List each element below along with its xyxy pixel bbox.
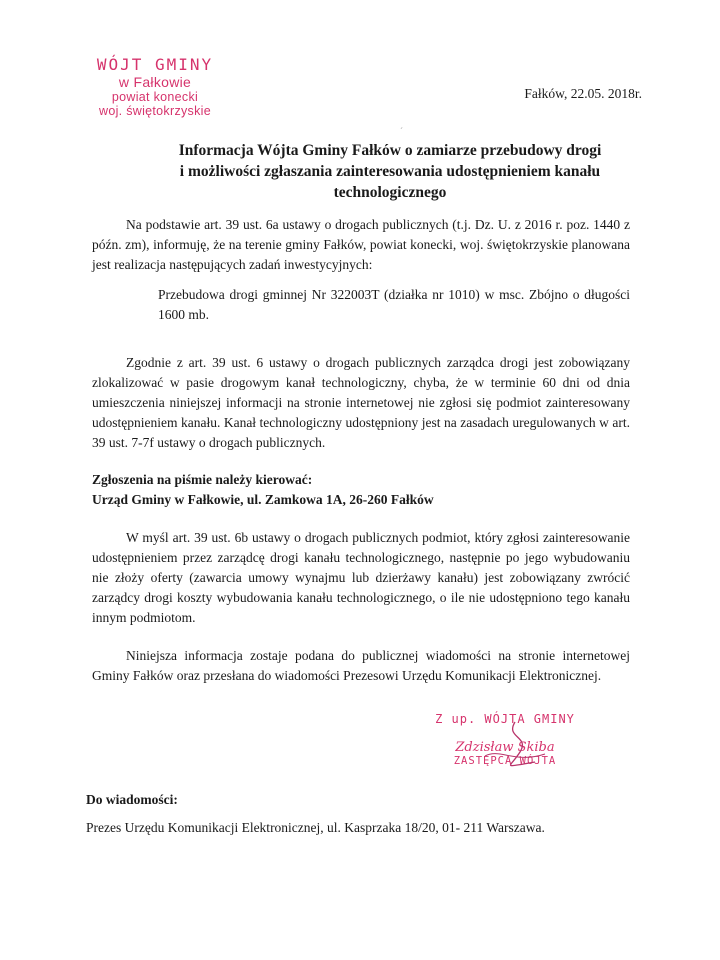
- scan-mark: ˊ: [400, 126, 403, 136]
- stamp-line-3: woj. świętokrzyskie: [99, 104, 211, 118]
- office-stamp: [60, 56, 250, 118]
- submission-address-block: [92, 470, 630, 510]
- document-title: [100, 140, 680, 203]
- document-date: Fałków, 22.05. 2018r.: [524, 86, 642, 101]
- distribution-heading: Do wiadomości:: [86, 792, 178, 807]
- stamp-line-1: w Fałkowie: [118, 74, 192, 90]
- title-line-2: i możliwości zgłaszania zainteresowania udostępnieniem kanału: [179, 163, 601, 180]
- signature-authority: Z up. WÓJTA GMINY: [435, 712, 575, 726]
- stamp-title: WÓJT GMINY: [96, 55, 214, 74]
- distribution-list: [86, 790, 545, 838]
- paragraph-legal-basis: Na podstawie art. 39 ust. 6a ustawy o drogach publicznych (t.j. Dz. U. z 2016 r. poz. 1440 z późn. zm), informuję, że na terenie gminy Fałków, powiat konecki, woj. świętokrzyskie planowana jest realizacja następujących zadań inwestycyjnych:: [92, 217, 630, 272]
- signatory-role: ZASTĘPCA WÓJTA: [453, 755, 557, 767]
- signature-scribble: [445, 718, 565, 778]
- stamp-line-2: powiat konecki: [111, 90, 199, 104]
- paragraph-investment-task: Przebudowa drogi gminnej Nr 322003T (działka nr 1010) w msc. Zbójno o długości 1600 mb.: [158, 287, 630, 322]
- paragraph-obligation: Zgodnie z art. 39 ust. 6 ustawy o drogach publicznych zarządca drogi jest zobowiązany zlokalizować w pasie drogowym kanał technologiczny, chyba, że w terminie 60 dni od dnia umieszczenia niniejszej informacji na stronie internetowej nie zgłosi się podmiot zainteresowany udostępnieniem kanału. Kanał technologiczny udostępniony jest na zasadach uregulowanych w art. 39 ust. 7-7f ustawy o drogach publicznych.: [92, 355, 630, 450]
- title-line-3: technologicznego: [333, 184, 447, 201]
- title-line-1: Informacja Wójta Gminy Fałków o zamiarze przebudowy drogi: [178, 142, 602, 159]
- submission-heading: Zgłoszenia na piśmie należy kierować:: [92, 472, 313, 487]
- signature-stamp: [405, 712, 605, 767]
- submission-address: Urząd Gminy w Fałkowie, ul. Zamkowa 1A, 26-260 Fałków: [92, 492, 434, 507]
- distribution-recipient: Prezes Urzędu Komunikacji Elektronicznej, ul. Kasprzaka 18/20, 01- 211 Warszawa.: [86, 820, 545, 835]
- paragraph-publication: Niniejsza informacja zostaje podana do publicznej wiadomości na stronie internetowej Gminy Fałków oraz przesłana do wiadomości Prezesowi Urzędu Komunikacji Elektronicznej.: [92, 648, 630, 683]
- paragraph-cost-obligation: W myśl art. 39 ust. 6b ustawy o drogach publicznych podmiot, który zgłosi zainteresowanie udostępnieniem przez zarządcę drogi kanału technologicznego, następnie po jego wybudowaniu nie złoży oferty (zawarcia umowy wynajmu lub dzierżawy kanału) jest zobowiązany zwrócić zarządcy drogi koszty wybudowania kanału technologicznego, o ile nie udostępniono tego kanału innym podmiotom.: [92, 530, 630, 625]
- signatory-name: Zdzisław Skiba: [455, 740, 555, 755]
